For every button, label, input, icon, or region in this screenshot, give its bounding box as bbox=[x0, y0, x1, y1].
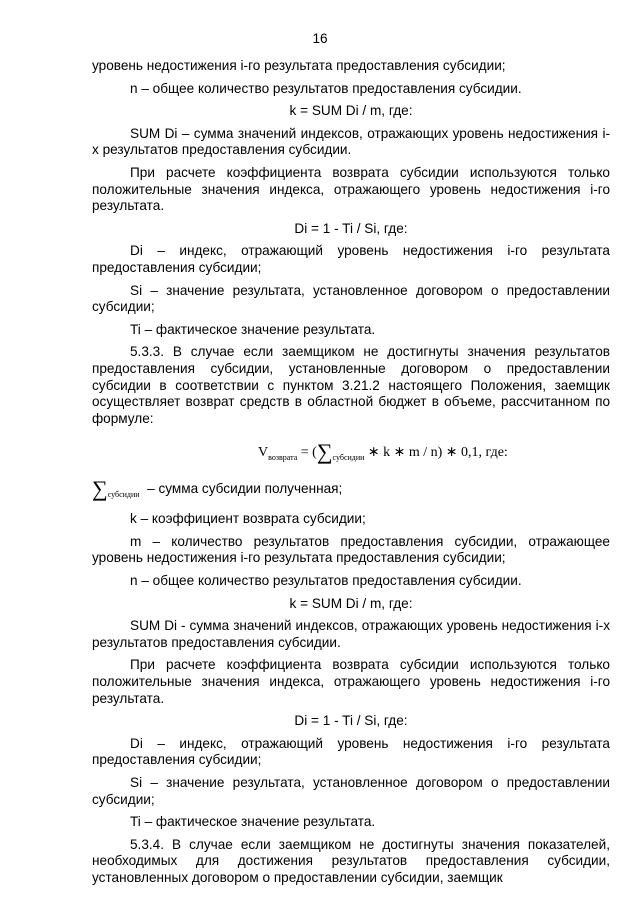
paragraph: $\sum_{субсидии}$ – сумма субсидии полученная; bbox=[92, 476, 343, 502]
page-number: 16 bbox=[312, 31, 328, 46]
paragraph: 5.3.4. В случае если заемщиком не достигнуты значения показателей, необходимых для достижения результатов предоставления субсидии, установленных договором о предоставлении субсидии, заемщик bbox=[92, 836, 610, 885]
refund-formula bbox=[92, 433, 610, 473]
paragraph: уровень недостижения i-го результата предоставления субсидии; bbox=[92, 58, 506, 73]
formula-line: Di = 1 - Ti / Si, где: bbox=[294, 713, 408, 729]
refund-formula-text: $V_{возврата} = (\sum_{субсидии}$ ∗ k ∗ m / n) ∗ 0,1, где: bbox=[258, 439, 508, 465]
paragraph: k – коэффициент возврата субсидии; bbox=[130, 511, 366, 527]
sum-symbol: $\sum_{субсидии}$ bbox=[92, 476, 140, 502]
paragraph: Ti – фактическое значение результата. bbox=[130, 814, 376, 830]
paragraph: При расчете коэффициента возврата субсидии используются только положительные значения индекса, отражающего уровень недостижения i-го результата. bbox=[92, 164, 610, 214]
formula-line: k = SUM Di / m, где: bbox=[289, 103, 413, 119]
formula-line: k = SUM Di / m, где: bbox=[289, 595, 413, 611]
paragraph: SUM Di – сумма значений индексов, отражающих уровень недостижения i-х результатов предоставления субсидии. bbox=[92, 125, 610, 158]
paragraph: Di – индекс, отражающий уровень недостижения i-го результата предоставления субсидии; bbox=[92, 243, 610, 275]
paragraph: Di – индекс, отражающий уровень недостижения i-го результата предоставления субсидии; bbox=[92, 735, 610, 768]
paragraph: m – количество результатов предоставления субсидии, отражающее уровень недостижения i-го результата предоставления субсидии; bbox=[92, 533, 610, 566]
paragraph: Si – значение результата, установленное договором о предоставлении субсидии; bbox=[92, 775, 610, 807]
paragraph: При расчете коэффициента возврата субсидии используются только положительные значения индекса, отражающего уровень недостижения i-го результата. bbox=[92, 657, 610, 706]
paragraph: Ti – фактическое значение результата. bbox=[130, 321, 376, 337]
paragraph: n – общее количество результатов предоставления субсидии. bbox=[130, 573, 522, 589]
paragraph: SUM Di - сумма значений индексов, отражающих уровень недостижения i-х результатов предоставления субсидии. bbox=[92, 618, 610, 650]
paragraph: 5.3.3. В случае если заемщиком не достигнуты значения результатов предоставления субсидии, установленные договором о предоставлении субсидии в соответствии с пунктом 3.21.2 настоящего Положения, заемщик осуществляет возврат средств в областной бюджет в объеме, рассчитанном по формуле: bbox=[92, 344, 610, 426]
formula-line: Di = 1 - Ti / Si, где: bbox=[294, 220, 408, 236]
document-body bbox=[92, 58, 610, 893]
paragraph: Si – значение результата, установленное договором о предоставлении субсидии; bbox=[92, 282, 610, 315]
paragraph: n – общее количество результатов предоставления субсидии. bbox=[130, 80, 522, 96]
